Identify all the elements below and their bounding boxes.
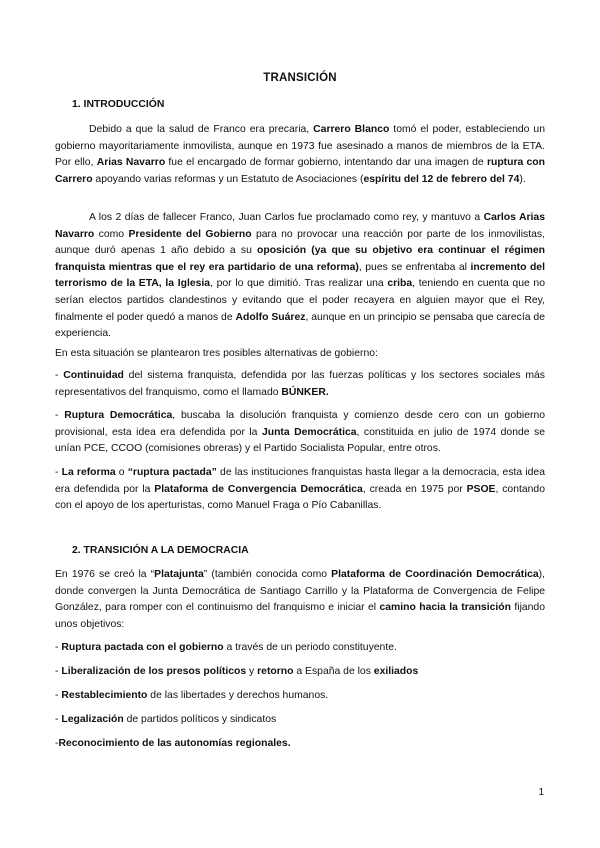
text-run: , teniendo en cuenta que no serían electos partidos clandestinos y evitando que el poder recayera en alguien mayor que el Rey, finalmente el poder quedó a manos de [55,278,545,323]
bold-text-run: Arias Navarro [96,157,166,169]
bold-text-run: Plataforma de Coordinación Democrática [331,569,539,580]
paragraph-platajunta [55,567,545,633]
bold-text-run: de las autonomías regionales. [139,738,291,749]
text-run: , por lo que dimitió. Tras realizar una [210,278,388,290]
bold-text-run: incremento del terrorismo de la ETA, la Iglesia [55,261,545,290]
text-run: ). [519,173,526,185]
alternative-continuidad [55,368,545,401]
bold-text-run: exiliados [373,666,419,677]
text-run: - [55,714,62,725]
text-run: , contando con el apoyo de los aperturistas, como Manuel Fraga o Pío Cabanillas. [55,483,545,512]
bold-text-run: Liberalización de los presos políticos [61,666,247,677]
bold-text-run: La reforma [61,467,116,478]
text-run: , pues se enfrentaba al [358,261,471,273]
bold-text-run: Reconocimiento [58,738,140,749]
bold-text-run: ruptura con Carrero [55,157,546,185]
page-number: 1 [538,787,544,798]
bold-text-run: Presidente del Gobierno [128,228,252,240]
text-run: de las libertades y derechos humanos. [147,690,329,701]
paragraph-carrero-blanco [55,122,545,188]
bold-text-run: PSOE [466,483,496,495]
text-run: , buscaba la disolución franquista y comienzo desde cero con un gobierno provisional, esta idea era defendida por la [55,410,546,438]
bold-text-run: camino hacia la transición [379,602,511,614]
text-run: - [55,410,65,421]
text-run: o [115,467,128,478]
text-run: a España de los [293,666,374,677]
text-run: , aunque en un principio se pensaba que carecía de experiencia. [55,311,545,340]
text-run: En 1976 se creó la “ [55,569,155,580]
text-run: , creada en 1975 por [362,483,467,495]
bold-text-run: criba [387,278,413,290]
bold-text-run: “ruptura pactada” [127,467,217,478]
section-heading-introduccion: 1. INTRODUCCIÓN [72,99,165,110]
text-run: tomó el poder, estableciendo un gobierno mayoritariamente inmovilista, aunque en 1973 fue asesinado a manos de miembros de la ETA. Por ello, [55,124,545,169]
bold-text-run: Legalización [61,714,124,725]
bold-text-run: espíritu del 12 de febrero del 74 [363,173,520,185]
text-run: - [55,370,64,381]
objective-ruptura-pactada [55,640,545,657]
bold-text-run: Platajunta [154,569,204,580]
bold-text-run: Continuidad [63,370,124,381]
objective-legalizacion [55,712,545,729]
objective-restablecimiento [55,688,545,705]
bold-text-run: Restablecimiento [61,690,148,701]
text-run: - [55,642,62,653]
text-run: y [246,666,258,677]
bold-text-run: Carlos Arias Navarro [55,212,545,240]
text-run: para no provocar una reacción por parte de los inmovilistas, aunque duró apenas 1 año debido a su [55,228,545,257]
bold-text-run: Ruptura Democrática [64,410,173,421]
paragraph-juan-carlos [55,210,545,343]
bold-text-run: Ruptura pactada con el gobierno [61,642,224,653]
bold-text-run: Junta Democrática [261,426,357,438]
objective-liberalizacion [55,664,545,681]
bold-text-run: Adolfo Suárez [235,311,306,323]
bold-text-run: Carrero Blanco [313,124,390,135]
page-title: TRANSICIÓN [263,72,337,84]
alternative-ruptura [55,408,545,458]
text-run: apoyando varias reformas y un Estatuto de Asociaciones ( [92,173,364,185]
text-run: a través de un periodo constituyente. [223,642,397,653]
bold-text-run: oposición (ya que su objetivo era continuar el régimen franquista mientras que el rey era partidario de una reforma) [55,245,545,273]
bold-text-run: BÚNKER. [281,386,329,398]
text-run: Debido a que la salud de Franco era precaria, [89,124,314,135]
text-run: - [55,467,62,478]
text-run: ), donde convergen la Junta Democrática de Santiago Carrillo y la Plataforma de Convergencia de Felipe González, para romper con el continuismo del franquismo e iniciar el [55,569,546,614]
text-run: A los 2 días de fallecer Franco, Juan Carlos fue proclamado como rey, y mantuvo a [89,212,484,223]
objective-reconocimiento [55,736,545,753]
paragraph-alternativas [55,346,545,363]
text-run: de las instituciones franquistas hasta llegar a la democracia, esta idea era defendida por la [55,467,545,495]
text-run: En esta situación se plantearon tres posibles alternativas de gobierno: [55,348,378,359]
bold-text-run: Plataforma de Convergencia Democrática [154,483,363,495]
text-run: - [55,666,62,677]
text-run: ” (también conocida como [203,569,332,580]
text-run: fijando unos objetivos: [55,602,545,630]
bold-text-run: retorno [257,666,294,677]
text-run: , constituida en julio de 1974 donde se unían PCE, CCOO (comisiones obreras) y el Partido Socialista Popular, entre otros. [55,426,545,455]
text-run: como [94,228,129,240]
text-run: - [55,738,59,749]
text-run: fue el encargado de formar gobierno, intentando dar una imagen de [165,157,487,169]
text-run: - [55,690,62,701]
text-run: del sistema franquista, defendida por las fuerzas políticas y los sectores sociales más representativos del franquismo, como el llamado [55,370,545,398]
alternative-reforma [55,465,545,515]
section-heading-transicion: 2. TRANSICIÓN A LA DEMOCRACIA [72,545,249,556]
text-run: de partidos políticos y sindicatos [123,714,277,725]
